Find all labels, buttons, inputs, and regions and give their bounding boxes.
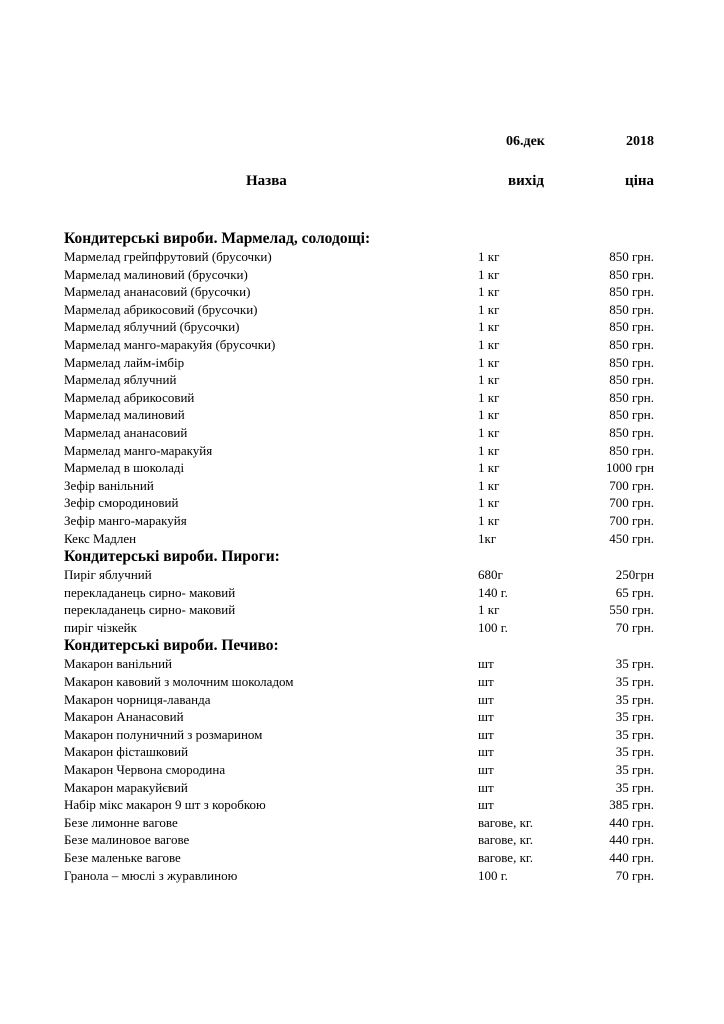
table-row [0,337,724,355]
item-name: Макарон кавовий з молочним шоколадом [64,674,294,690]
item-name: Мармелад лайм-імбір [64,354,185,370]
item-name: Макарон чорниця-лаванда [64,691,211,707]
item-name: Макарон Червона смородина [64,762,226,778]
item-output: 1 кг [478,442,500,458]
item-price: 35 грн. [615,779,654,795]
section-title: Кондитерські вироби. Пироги: [64,548,280,566]
item-output: 1 кг [478,336,500,352]
table-row [0,780,724,798]
item-name: перекладанець сирно- маковий [64,602,236,618]
item-output: вагове, кг. [478,832,534,848]
header-year: 2018 [626,134,654,149]
table-row [0,797,724,815]
item-output: 1 кг [478,354,500,370]
section-heading [0,548,724,567]
item-output: 1 кг [478,477,500,493]
item-price: 65 грн. [615,584,654,600]
table-row [0,762,724,780]
item-price: 440 грн. [609,814,654,830]
item-output: 1 кг [478,512,500,528]
item-price: 35 грн. [615,709,654,725]
item-price: 35 грн. [615,674,654,690]
table-row [0,567,724,585]
item-name: Мармелад манго-маракуйя [64,442,213,458]
item-price: 850 грн. [609,336,654,352]
item-name: Макарон фісташковий [64,744,189,760]
item-name: Мармелад яблучний [64,372,177,388]
item-name: Макарон Ананасовий [64,709,184,725]
table-row [0,284,724,302]
item-price: 850 грн. [609,301,654,317]
item-output: вагове, кг. [478,850,534,865]
column-header-name: Назва [246,173,287,189]
table-row [0,727,724,745]
item-name: Зефір смородиновий [64,495,179,511]
item-name: Зефір ванільний [64,477,154,493]
table-row [0,850,724,868]
table-row [0,513,724,531]
table-row [0,355,724,373]
item-output: 140 г. [478,584,508,600]
item-price: 1000 грн [605,460,654,476]
section-heading [0,637,724,656]
item-price: 550 грн. [609,602,654,618]
item-name: Зефір манго-маракуйя [64,512,187,528]
item-price: 35 грн. [615,691,654,707]
column-header-output: вихід [508,173,544,189]
item-name: Мармелад ананасовий (брусочки) [64,284,251,300]
item-output: шт [478,726,494,742]
table-row [0,620,724,638]
section-heading [0,230,724,249]
item-output: 1 кг [478,407,500,423]
table-row [0,460,724,478]
item-price: 440 грн. [609,850,654,865]
item-output: шт [478,762,494,778]
table-row [0,585,724,603]
item-price: 850 грн. [609,442,654,458]
item-price: 450 грн. [609,530,654,546]
item-price: 850 грн. [609,354,654,370]
item-name: Мармелад манго-маракуйя (брусочки) [64,336,276,352]
item-name: Набір мікс макарон 9 шт з коробкою [64,797,266,813]
item-name: Безе лимонне вагове [64,814,178,830]
table-row [0,868,724,886]
item-price: 850 грн. [609,389,654,405]
item-price: 850 грн. [609,372,654,388]
table-row [0,602,724,620]
table-row [0,319,724,337]
item-price: 850 грн. [609,424,654,440]
item-price: 850 грн. [609,319,654,335]
item-output: 1 кг [478,372,500,388]
table-row [0,815,724,833]
table-row [0,832,724,850]
section-title: Кондитерські вироби. Мармелад, солодощі: [64,230,371,247]
item-name: Мармелад абрикосовий [64,389,195,405]
item-name: Мармелад абрикосовий (брусочки) [64,301,258,317]
table-row [0,267,724,285]
item-output: шт [478,691,494,707]
item-price: 850 грн. [609,407,654,423]
item-output: шт [478,709,494,725]
table-row [0,478,724,496]
item-price: 385 грн. [609,797,654,813]
table-row [0,390,724,408]
item-output: 680г [478,567,503,583]
item-price: 70 грн. [615,867,654,883]
item-price: 700 грн. [609,477,654,493]
item-name: Макарон маракуйєвий [64,779,188,795]
item-output: 1 кг [478,602,500,618]
section-title: Кондитерські вироби. Печиво: [64,637,279,655]
item-price: 35 грн. [615,726,654,742]
item-name: Кекс Мадлен [64,530,137,546]
table-row [0,425,724,443]
item-name: перекладанець сирно- маковий [64,584,236,600]
item-output: 1 кг [478,266,500,282]
item-output: шт [478,656,494,672]
table-row [0,692,724,710]
table-row [0,531,724,549]
item-price: 35 грн. [615,762,654,778]
item-price: 440 грн. [609,832,654,848]
table-row [0,495,724,513]
item-name: Безе маленьке вагове [64,850,181,865]
item-output: 1 кг [478,301,500,317]
item-output: 1 кг [478,319,500,335]
item-price: 850 грн. [609,266,654,282]
item-price: 35 грн. [615,656,654,672]
item-name: Макарон ванільний [64,656,173,672]
item-name: Пиріг яблучний [64,567,152,583]
column-header-price: ціна [625,173,654,189]
table-row [0,709,724,727]
item-price: 35 грн. [615,744,654,760]
price-table [0,230,724,885]
item-price: 850 грн. [609,284,654,300]
item-output: 100 г. [478,619,508,635]
item-price: 700 грн. [609,495,654,511]
table-row [0,407,724,425]
item-output: 1 кг [478,249,500,264]
item-output: 1 кг [478,495,500,511]
item-output: шт [478,779,494,795]
item-output: 1кг [478,530,497,546]
item-price: 70 грн. [615,619,654,635]
item-output: вагове, кг. [478,814,534,830]
item-name: Мармелад малиновий (брусочки) [64,266,248,282]
item-price: 250грн [615,567,654,583]
item-price: 700 грн. [609,512,654,528]
table-row [0,744,724,762]
item-output: 1 кг [478,460,500,476]
item-output: шт [478,744,494,760]
item-output: шт [478,674,494,690]
table-row [0,674,724,692]
item-output: шт [478,797,494,813]
item-output: 1 кг [478,284,500,300]
item-name: пиріг чізкейк [64,619,137,635]
item-name: Мармелад малиновий [64,407,185,423]
item-name: Безе малиновое вагове [64,832,190,848]
item-name: Гранола – мюслі з журавлиною [64,867,238,883]
table-row [0,372,724,390]
item-name: Макарон полуничний з розмарином [64,726,263,742]
item-output: 1 кг [478,389,500,405]
item-name: Мармелад в шоколаді [64,460,185,476]
item-name: Мармелад грейпфрутовий (брусочки) [64,249,272,264]
table-row [0,302,724,320]
header-date: 06.дек [506,134,545,149]
item-name: Мармелад яблучний (брусочки) [64,319,240,335]
item-price: 850 грн. [609,249,654,264]
table-row [0,656,724,674]
item-output: 1 кг [478,424,500,440]
item-name: Мармелад ананасовий [64,424,188,440]
table-row [0,443,724,461]
item-output: 100 г. [478,867,508,883]
table-row [0,249,724,267]
